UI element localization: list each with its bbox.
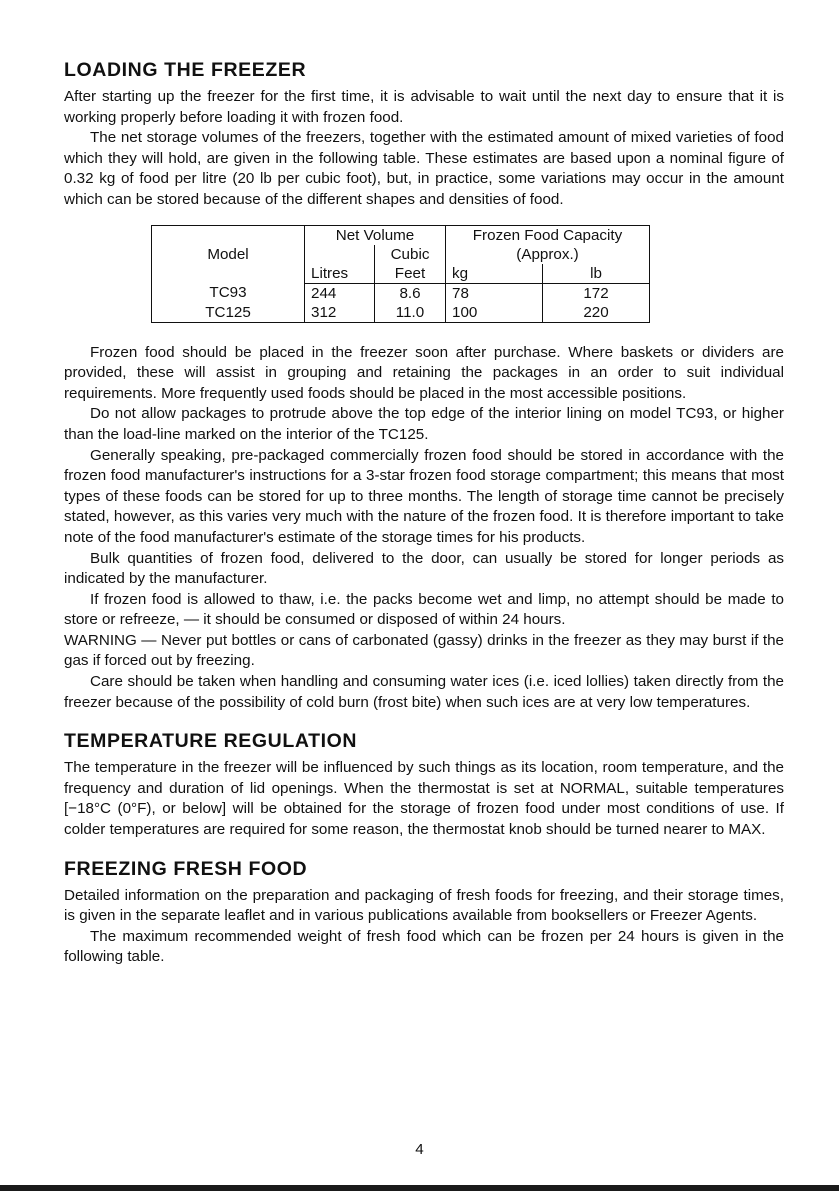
page-number: 4	[415, 1141, 424, 1158]
cell-lb: 172	[583, 284, 609, 302]
paragraph: Do not allow packages to protrude above the top edge of the interior lining on model TC93, or higher than the load-line marked on the interior of the TC125.	[64, 405, 784, 443]
header-kg: kg	[446, 264, 543, 284]
section-heading: LOADING THE FREEZER	[64, 59, 307, 81]
capacity-table	[151, 225, 650, 323]
paragraph: Generally speaking, pre-packaged commercially frozen food should be stored in accordance with the frozen food manufacturer's instructions for a 3-star frozen food storage compartment; this means that most types of these foods can be stored for up to three months. The length of storage time cannot be precisely stated, however, as this varies very much with the nature of the frozen food. It is therefore important to take note of the food manufacturer's estimate of the storage times for his products.	[64, 446, 784, 546]
header-model: Model	[152, 225, 305, 283]
cell-model: TC125	[152, 303, 305, 323]
paragraph: The net storage volumes of the freezers, together with the estimated amount of mixed varieties of food which they will hold, are given in the following table. These estimates are based upon a nominal figure of 0.32 kg of food per litre (20 lb per cubic foot), but, in practice, some variations may occur in the amount which can be stored because of the different shapes and densities of food.	[64, 129, 784, 208]
section-freezing	[64, 857, 784, 968]
warning-paragraph: WARNING — Never put bottles or cans of carbonated (gassy) drinks in the freezer as they may burst if the gas if forced out by freezing.	[64, 631, 784, 670]
section-loading	[64, 58, 784, 713]
paragraph: The temperature in the freezer will be influenced by such things as its location, room temperature, and the frequency and duration of lid openings. When the thermostat is set at NORMAL, suitable temperatures [−18°C (0°F), or below] will be obtained for the storage of frozen food under most conditions of use. If colder temperatures are required for some reason, the thermostat knob should be turned nearer to MAX.	[64, 759, 784, 839]
section-temperature	[64, 729, 784, 840]
bottom-edge-rule	[0, 1185, 839, 1191]
cell-lb: 220	[583, 303, 609, 321]
paragraph: Care should be taken when handling and consuming water ices (i.e. iced lollies) taken directly from the freezer because of the possibility of cold burn (frost bite) when such ices are at very low temperatures.	[64, 673, 784, 711]
cell-litres: 312	[305, 303, 375, 323]
table-row	[152, 283, 650, 303]
header-feet: Feet	[375, 264, 446, 284]
paragraph: Detailed information on the preparation and packaging of fresh foods for freezing, and their storage times, is given in the separate leaflet and in various publications available from booksellers or Freezer Agents.	[64, 886, 784, 925]
header-lb: lb	[543, 264, 650, 284]
cell-litres: 244	[305, 283, 375, 303]
cell-model: TC93	[152, 283, 305, 303]
cell-cubic-feet: 8.6	[375, 283, 446, 303]
cell-kg: 100	[446, 303, 543, 323]
section-heading: TEMPERATURE REGULATION	[64, 730, 358, 753]
header-approx: (Approx.)	[516, 245, 579, 263]
table-row	[152, 303, 650, 323]
cell-kg: 78	[446, 283, 543, 303]
header-spacer	[305, 245, 375, 264]
paragraph: After starting up the freezer for the first time, it is advisable to wait until the next day to ensure that it is working properly before loading it with frozen food.	[64, 88, 784, 126]
header-litres: Litres	[305, 264, 375, 284]
paragraph: If frozen food is allowed to thaw, i.e. the packs become wet and limp, no attempt should be made to store or refreeze, — it should be consumed or disposed of within 24 hours.	[64, 590, 784, 629]
header-frozen-capacity: Frozen Food Capacity	[472, 226, 623, 244]
paragraph: Frozen food should be placed in the freezer soon after purchase. Where baskets or dividers are provided, these will assist in grouping and retaining the packages in an order to suit individual requirements. More frequently used foods should be placed in the most accessible positions.	[64, 343, 784, 402]
manual-page	[64, 58, 784, 968]
paragraph: Bulk quantities of frozen food, delivered to the door, can usually be stored for longer periods as indicated by the manufacturer.	[64, 549, 784, 588]
section-heading: FREEZING FRESH FOOD	[64, 857, 308, 880]
header-cubic: Cubic	[375, 245, 446, 264]
capacity-table-wrapper	[151, 225, 784, 323]
paragraph: The maximum recommended weight of fresh food which can be frozen per 24 hours is given in the following table.	[64, 927, 784, 966]
header-net-volume: Net Volume	[305, 225, 446, 245]
cell-cubic-feet: 11.0	[375, 303, 446, 323]
